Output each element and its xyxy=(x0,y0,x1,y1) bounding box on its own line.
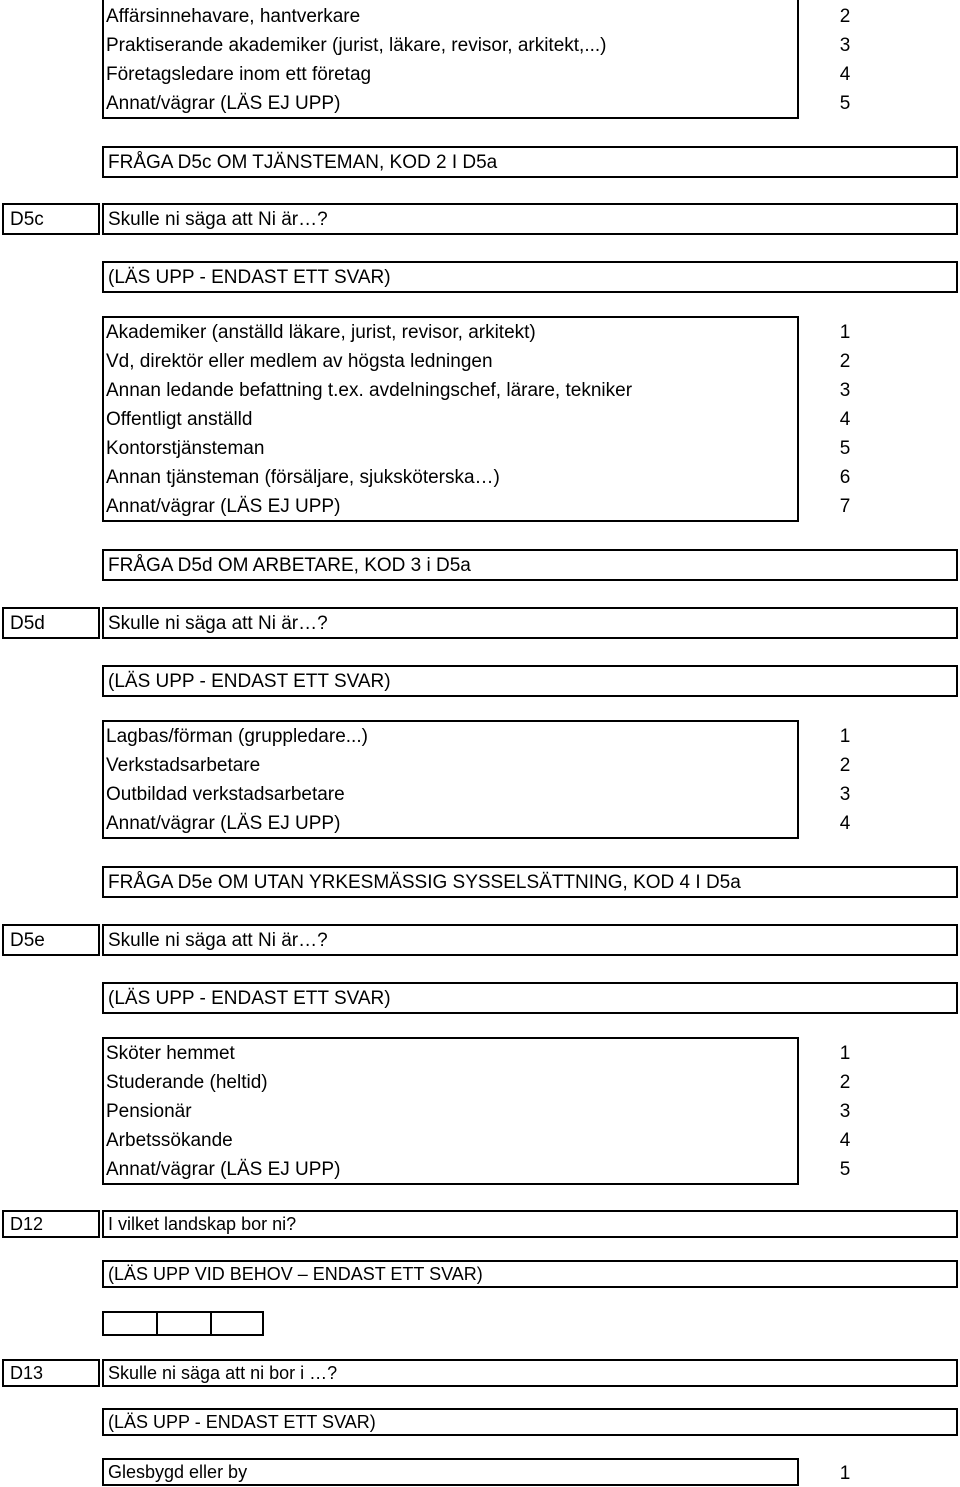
option-code: 4 xyxy=(839,813,851,834)
option-label: Arbetssökande xyxy=(106,1129,233,1151)
option-code: 2 xyxy=(839,1072,851,1093)
filter-instruction: FRÅGA D5c OM TJÄNSTEMAN, KOD 2 I D5a xyxy=(102,146,958,178)
option-label: Annat/vägrar (LÄS EJ UPP) xyxy=(106,92,341,114)
option-label: Annat/vägrar (LÄS EJ UPP) xyxy=(106,495,341,517)
option-label: Offentligt anställd xyxy=(106,408,253,430)
option-label: Affärsinnehavare, hantverkare xyxy=(106,5,361,27)
option-code: 3 xyxy=(839,1101,851,1122)
option-label: Outbildad verkstadsarbetare xyxy=(106,783,345,805)
option-code: 5 xyxy=(839,93,851,114)
option-code: 1 xyxy=(839,322,851,343)
option-code: 2 xyxy=(839,351,851,372)
option-code: 5 xyxy=(839,1159,851,1180)
option-label: Praktiserande akademiker (jurist, läkare, revisor, arkitekt,...) xyxy=(106,34,607,56)
option-label: Annat/vägrar (LÄS EJ UPP) xyxy=(106,1158,341,1180)
option-code: 5 xyxy=(839,438,851,459)
option-label: Vd, direktör eller medlem av högsta ledningen xyxy=(106,350,493,372)
question-id: D5e xyxy=(2,924,100,956)
read-instruction: (LÄS UPP - ENDAST ETT SVAR) xyxy=(102,261,958,293)
option-code: 1 xyxy=(839,1043,851,1064)
option-code: 2 xyxy=(839,6,851,27)
filter-instruction: FRÅGA D5e OM UTAN YRKESMÄSSIG SYSSELSÄTTNING, KOD 4 I D5a xyxy=(102,866,958,898)
option-code: 6 xyxy=(839,467,851,488)
read-instruction: (LÄS UPP VID BEHOV – ENDAST ETT SVAR) xyxy=(102,1260,958,1288)
option-code: 1 xyxy=(839,726,851,747)
option-label: Akademiker (anställd läkare, jurist, revisor, arkitekt) xyxy=(106,321,536,343)
option-label: Lagbas/förman (gruppledare...) xyxy=(106,725,368,747)
question-text: Skulle ni säga att ni bor i …? xyxy=(102,1359,958,1387)
option-label: Annan tjänsteman (försäljare, sjuksköterska…) xyxy=(106,466,500,488)
code-entry-cell[interactable] xyxy=(102,1311,158,1336)
option-code: 4 xyxy=(839,409,851,430)
option-label: Annat/vägrar (LÄS EJ UPP) xyxy=(106,812,341,834)
question-id: D5d xyxy=(2,607,100,639)
option-code: 3 xyxy=(839,35,851,56)
option-code: 3 xyxy=(839,380,851,401)
option-label: Verkstadsarbetare xyxy=(106,754,261,776)
question-text: I vilket landskap bor ni? xyxy=(102,1210,958,1238)
option-label: Studerande (heltid) xyxy=(106,1071,268,1093)
option-label: Kontorstjänsteman xyxy=(106,437,265,459)
code-entry-cell[interactable] xyxy=(156,1311,212,1336)
option-code: 4 xyxy=(839,1130,851,1151)
option-label: Företagsledare inom ett företag xyxy=(106,63,372,85)
read-instruction: (LÄS UPP - ENDAST ETT SVAR) xyxy=(102,982,958,1014)
option-code: 4 xyxy=(839,64,851,85)
filter-instruction: FRÅGA D5d OM ARBETARE, KOD 3 i D5a xyxy=(102,549,958,581)
code-entry-cell[interactable] xyxy=(210,1311,264,1336)
question-text: Skulle ni säga att Ni är…? xyxy=(102,607,958,639)
option-code: 3 xyxy=(839,784,851,805)
read-instruction: (LÄS UPP - ENDAST ETT SVAR) xyxy=(102,1408,958,1436)
option-code: 2 xyxy=(839,755,851,776)
read-instruction: (LÄS UPP - ENDAST ETT SVAR) xyxy=(102,665,958,697)
question-text: Skulle ni säga att Ni är…? xyxy=(102,924,958,956)
option-label: Annan ledande befattning t.ex. avdelningschef, lärare, tekniker xyxy=(106,379,633,401)
option-label: Sköter hemmet xyxy=(106,1042,235,1064)
option-label: Glesbygd eller by xyxy=(102,1458,799,1486)
option-code: 7 xyxy=(839,496,851,517)
question-id: D13 xyxy=(2,1359,100,1387)
question-id: D5c xyxy=(2,203,100,235)
option-label: Pensionär xyxy=(106,1100,192,1122)
question-id: D12 xyxy=(2,1210,100,1238)
option-code: 1 xyxy=(839,1463,851,1484)
question-text: Skulle ni säga att Ni är…? xyxy=(102,203,958,235)
